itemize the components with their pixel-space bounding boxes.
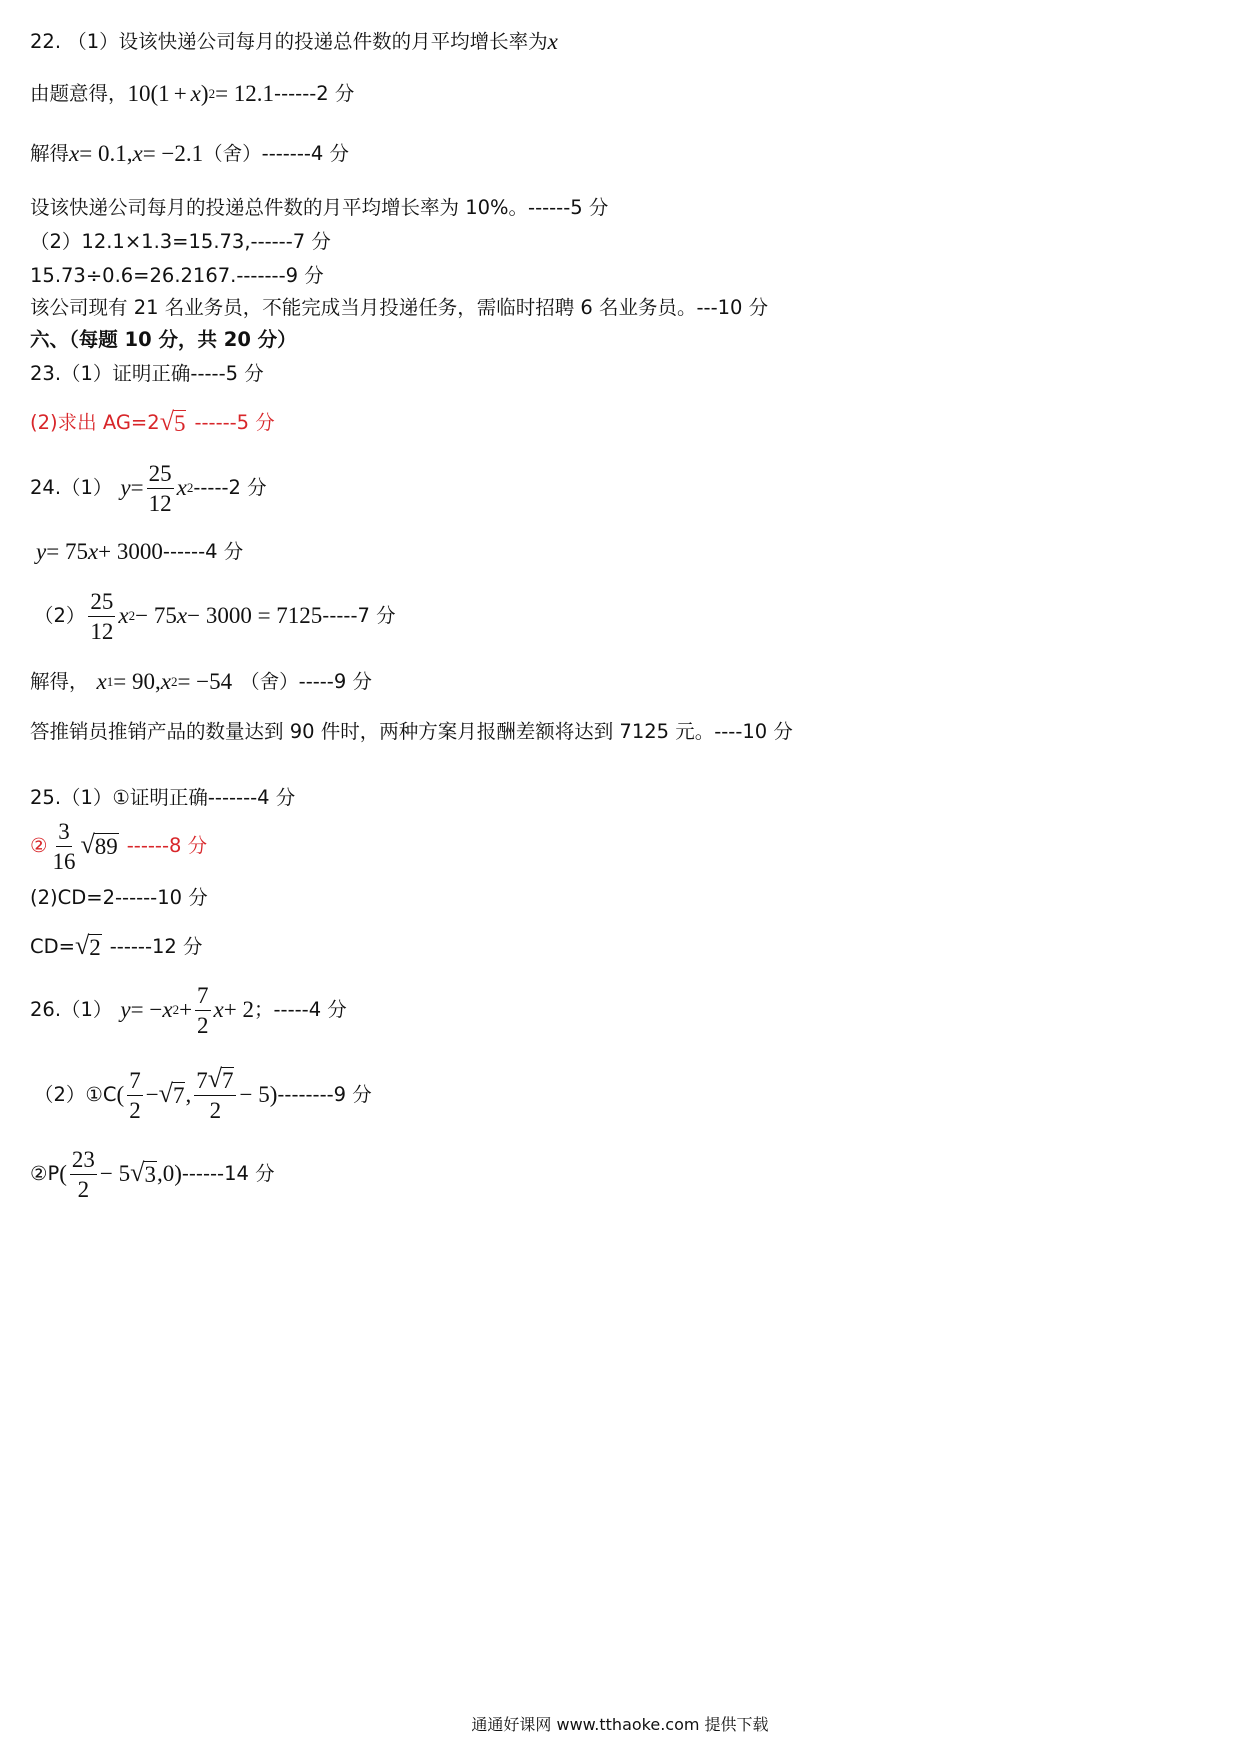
score-marker: ------12 分 [109,935,203,958]
radicand: 7 [172,1083,185,1108]
answer-text: 设该快递公司每月的投递总件数的月平均增长率为 10%。------5 分 [30,196,609,219]
radicand: 5 [173,411,186,436]
denominator: 12 [90,618,114,644]
score-marker: ------5 分 [194,411,275,434]
variable-y: y [120,475,131,500]
numerator: 7 [195,983,211,1011]
expr-part: = 0.1, [79,141,133,166]
coefficient: 7 [196,1067,208,1093]
denominator: 2 [209,1098,222,1123]
label-prefix: ② [30,834,48,857]
q26-line-3 [30,1144,275,1204]
expr-part: − 3000 = 7125 [187,603,323,628]
numerator: 23 [70,1147,97,1175]
radicand: 2 [89,935,101,960]
radicand: 7 [221,1068,234,1093]
page-footer [0,1712,1240,1735]
minus-sign: − [145,1082,159,1107]
variable-y: y [36,539,47,564]
expr-part: = −2.1 [142,141,204,166]
radical-sign: √ [159,407,174,436]
score-marker: ------14 分 [181,1162,275,1185]
answer-text: 25.（1）①证明正确-------4 分 [30,786,296,809]
fraction [50,819,77,874]
score-marker: -----2 分 [193,476,267,499]
variable-x: x [176,603,188,628]
variable-x: x [176,475,187,500]
variable-x: x [190,81,201,106]
answer-text: (2)CD=2------10 分 [30,886,208,909]
q25-line-4 [30,931,203,960]
fraction [88,589,115,644]
variable-x: x [87,539,99,564]
denominator: 2 [129,1097,141,1123]
score-marker: ------2 分 [274,82,355,105]
variable-x: x [132,141,143,166]
subscript: 2 [170,674,178,689]
separator: ； [254,998,274,1021]
footer-text: 通通好课网 www.tthaoke.com 提供下载 [471,1715,769,1734]
label-prefix: 26.（1） [30,998,113,1021]
expr-part: − 75 [135,603,177,628]
answer-text: 该公司现有 21 名业务员，不能完成当月投递任务，需临时招聘 6 名业务员。---10 分 [30,296,769,319]
subscript: 1 [106,674,114,689]
score-marker: ------4 分 [162,540,244,563]
numerator: 3 [56,819,72,847]
section-title: 六、（每题 10 分，共 20 分） [30,328,297,351]
denominator: 2 [77,1176,90,1202]
label-prefix: （2） [34,604,86,627]
answer-text: （2）12.1×1.3=15.73,------7 分 [30,230,331,253]
score-marker: -------4 分 [261,142,350,165]
open-paren: ( [59,1161,67,1186]
q26-line-2 [34,1064,372,1126]
fraction [70,1147,97,1202]
q26-line-1 [30,980,347,1040]
radical-sign: √ [74,931,90,960]
score-marker: ------8 分 [126,834,208,857]
label-prefix: 解得， [30,670,89,693]
radical-sign: √ [80,830,95,859]
expr-part: + 3000 [98,539,163,564]
exponent: 2 [128,608,136,623]
plus-sign: + [173,81,187,106]
expr-part: − 5 [99,1161,131,1186]
q25-line-2 [30,816,207,876]
numerator: 7 [127,1068,143,1096]
label-prefix: (2)求出 AG=2 [30,411,160,434]
plus-sign: + [179,997,193,1022]
q24-line-4 [30,670,372,694]
expr-part: = 75 [46,539,88,564]
square-root [158,1079,186,1108]
label-prefix: CD= [30,935,75,958]
radical-sign: √ [207,1064,222,1093]
rejected-note: （舍） [240,670,299,693]
label-prefix: 解得 [30,142,70,165]
variable-x: x [160,669,171,694]
expr-part: = 90, [113,669,161,694]
label-prefix: （2）①C [34,1083,117,1106]
score-marker: -----4 分 [273,998,347,1021]
expr-part: = −54 [177,669,233,694]
q24-line-5 [30,720,793,744]
q22-line-7 [30,296,768,320]
equals-sign: = [130,475,144,500]
answer-text: 15.73÷0.6=26.2167.-------9 分 [30,264,324,287]
numerator: 25 [147,461,174,489]
score-marker: -----9 分 [298,670,372,693]
expr-part: 10(1 [127,81,170,106]
label-prefix: 由题意得， [30,82,128,105]
variable-y: y [120,997,131,1022]
expr-part: − 5) [239,1082,278,1107]
fraction [194,1064,236,1123]
variable-x: x [118,603,129,628]
exponent: 2 [186,480,194,495]
variable-x: x [547,29,558,54]
square-root [159,407,187,436]
variable-x: x [162,997,173,1022]
square-root [207,1064,235,1093]
denominator: 12 [148,490,172,516]
label-prefix: ②P [30,1162,60,1185]
q22-line-2 [30,82,354,106]
q25-line-1 [30,786,295,810]
q22-line-6 [30,264,324,288]
expr-part: ,0) [156,1161,182,1186]
fraction [127,1068,143,1123]
fraction [147,461,174,516]
q23-line-2 [30,407,275,436]
label-prefix: 24.（1） [30,476,113,499]
comma: , [185,1082,192,1107]
radical-sign: √ [158,1079,173,1108]
open-paren: ( [116,1082,125,1107]
exponent: 2 [172,1002,180,1017]
square-root [80,830,118,859]
rejected-note: （舍） [203,142,262,165]
score-marker: --------9 分 [277,1083,372,1106]
variable-x: x [69,141,80,166]
q22-line-5 [30,230,331,254]
q24-line-3 [34,586,396,646]
expr-part: = 12.1 [215,81,275,106]
radicand: 89 [94,834,118,859]
q23-line-1 [30,362,264,386]
answer-text: 23.（1）证明正确-----5 分 [30,362,264,385]
numerator: 25 [88,589,115,617]
variable-x: x [96,669,107,694]
answer-text: 答推销员推销产品的数量达到 90 件时，两种方案月报酬差额将达到 7125 元。----10 分 [30,720,793,743]
q22-intro-text: 22. （1）设该快递公司每月的投递总件数的月平均增长率为 [30,30,548,53]
score-marker: -----7 分 [322,604,396,627]
numerator [194,1064,236,1096]
q24-line-1 [30,458,267,518]
expr-part: + 2 [223,997,254,1022]
expr-part: ) [200,81,209,106]
denominator: 16 [52,848,76,874]
square-root [74,931,102,960]
expr-part: = − [130,997,163,1022]
radicand: 3 [144,1162,156,1187]
fraction [195,983,211,1038]
q22-line-4 [30,196,608,220]
q24-line-2 [36,540,243,564]
variable-x: x [213,997,224,1022]
q22-line-3 [30,142,349,166]
square-root [130,1158,157,1187]
exponent: 2 [208,86,216,101]
q22-line-1 [30,30,558,54]
denominator: 2 [197,1012,209,1038]
section-heading [30,328,297,352]
radical-sign: √ [130,1158,145,1187]
q25-line-3 [30,886,208,910]
